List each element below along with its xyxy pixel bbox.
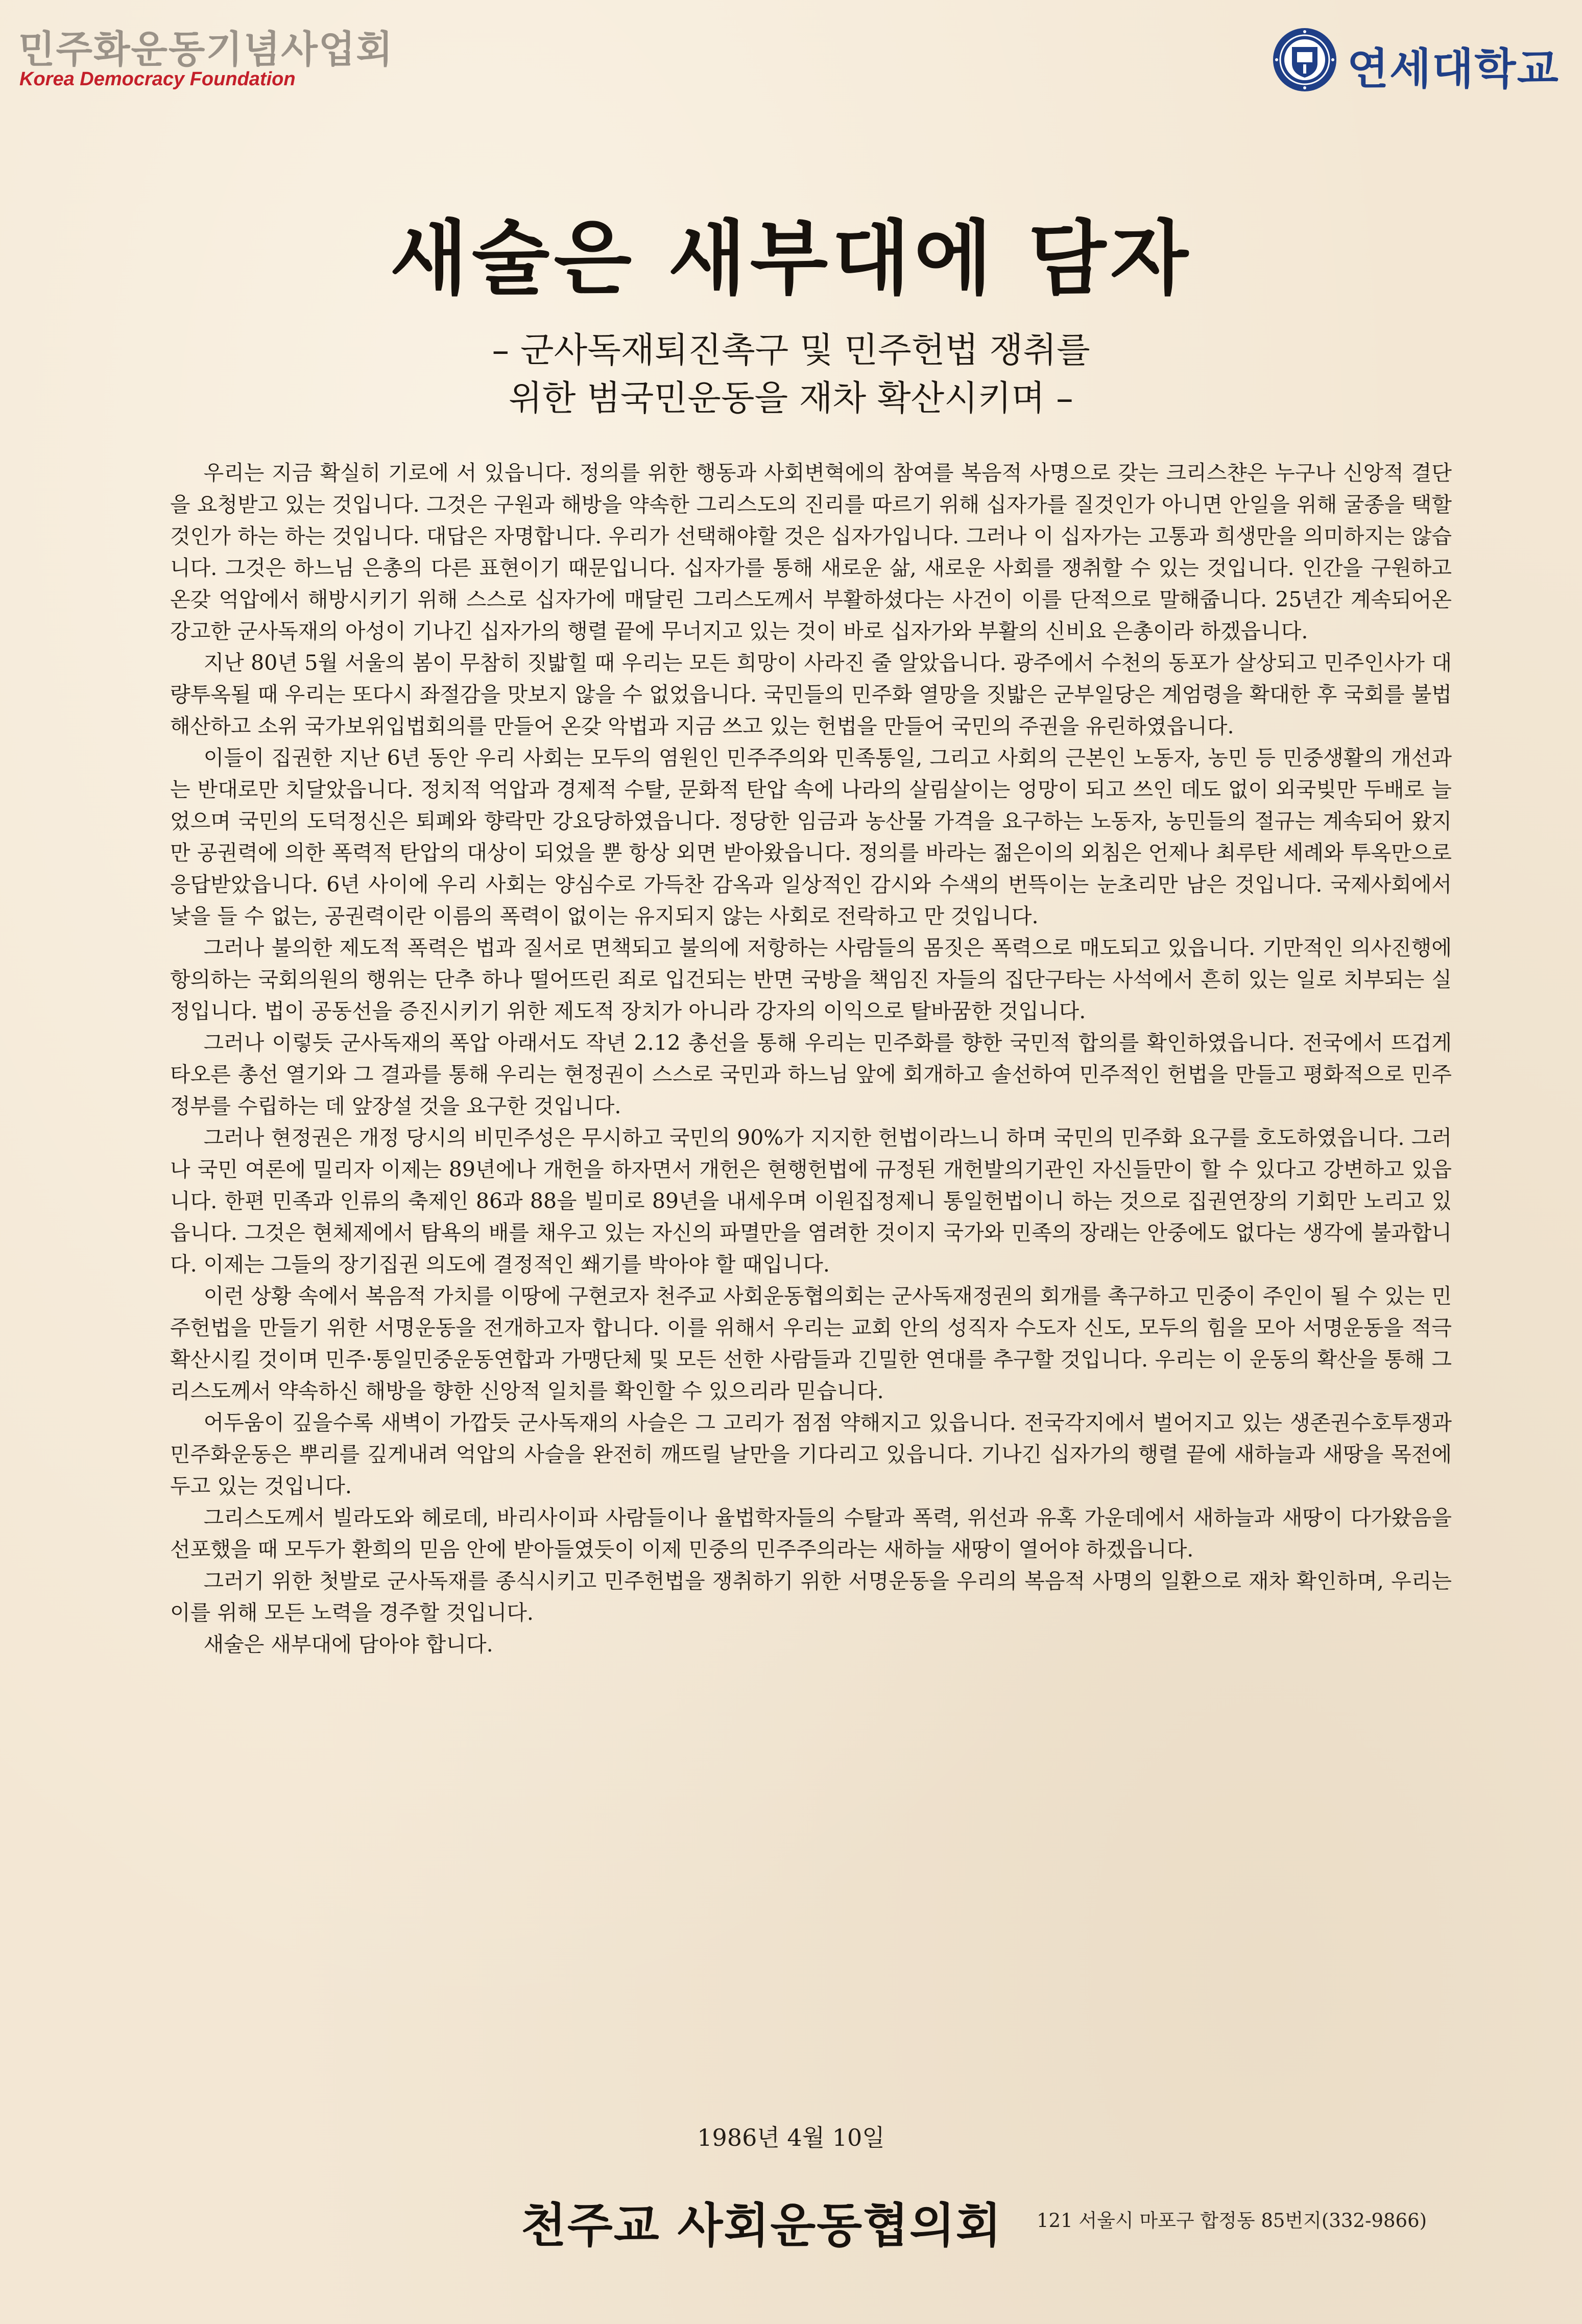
organization-address: 121 서울시 마포구 합정동 85번지(332-9866) xyxy=(1037,2210,1427,2232)
body-paragraph: 이들이 집권한 지난 6년 동안 우리 사회는 모두의 염원인 민주주의와 민족통일, 그리고 사회의 근본인 노동자, 농민 등 민중생활의 개선과는 반대로만 치달았읍니다. 정치적 억압과 경제적 수탈, 문화적 탄압 속에 나라의 살림살이는 엉망이 되고 쓰인 데도 없이 외국빚만 두배로 늘었으며 국민의 도덕정신은 퇴폐와 향락만 강요당하였읍니다. 정당한 임금과 농산물 가격을 요구하는 노동자, 농민들의 절규는 계속되어 왔지만 공권력에 의한 폭력적 탄압의 대상이 되었을 뿐 항상 외면 받아왔읍니다. 정의를 바라는 젊은이의 외침은 언제나 최루탄 세례와 투옥만으로 응답받았읍니다. 6년 사이에 우리 사회는 양심수로 가득찬 감옥과 일상적인 감시와 수색의 번뜩이는 눈초리만 남은 것입니다. 국제사회에서 낯을 들 수 없는, 공권력이란 이름의 폭력이 없이는 유지되지 않는 사회로 전락하고 만 것입니다. xyxy=(170,746,1452,928)
subtitle-line-1: – 군사독재퇴진촉구 및 민주헌법 쟁취를 xyxy=(492,330,1090,371)
yonsei-name: 연세대학교 xyxy=(1347,44,1560,94)
body-paragraph: 어두움이 깊을수록 새벽이 가깝듯 군사독재의 사슬은 그 고리가 점점 약해지고 있읍니다. 전국각지에서 벌어지고 있는 생존권수호투쟁과 민주화운동은 뿌리를 깊게내려 억압의 사슬을 완전히 깨뜨릴 날만을 기다리고 있읍니다. 기나긴 십자가의 행렬 끝에 새하늘과 새땅을 목전에 두고 있는 것입니다. xyxy=(170,1410,1452,1498)
document-title: 새술은 새부대에 담자 xyxy=(390,212,1192,306)
body-paragraph: 그러기 위한 첫발로 군사독재를 종식시키고 민주헌법을 쟁취하기 위한 서명운동을 우리의 복음적 사명의 일환으로 재차 확인하며, 우리는 이를 위해 모든 노력을 경주할 것입니다. xyxy=(170,1569,1452,1625)
document-subtitle xyxy=(0,327,1582,423)
kdf-name-ko: 민주화운동기념사업회 xyxy=(18,28,394,71)
document-body xyxy=(170,457,1452,1660)
issuing-organization: 천주교 사회운동협의회 xyxy=(521,2198,1002,2253)
university-seal-icon xyxy=(1272,27,1338,93)
body-paragraph: 그러나 현정권은 개정 당시의 비민주성은 무시하고 국민의 90%가 지지한 헌법이라느니 하며 국민의 민주화 요구를 호도하였읍니다. 그러나 국민 여론에 밀리자 이제는 89년에나 개헌을 하자면서 개헌은 현행헌법에 규정된 개헌발의기관인 자신들만이 할 수 있다고 강변하고 있읍니다. 한편 민족과 인류의 축제인 86과 88을 빌미로 89년을 내세우며 이원집정제니 통일헌법이니 하는 것으로 집권연장의 기회만 노리고 있읍니다. 그것은 현체제에서 탐욕의 배를 채우고 있는 자신의 파멸만을 염려한 것이지 국가와 민족의 장래는 안중에도 없다는 생각에 불과합니다. 이제는 그들의 장기집권 의도에 결정적인 쐐기를 박아야 할 때입니다. xyxy=(170,1125,1452,1277)
body-paragraph: 그러나 불의한 제도적 폭력은 법과 질서로 면책되고 불의에 저항하는 사람들의 몸짓은 폭력으로 매도되고 있읍니다. 기만적인 의사진행에 항의하는 국회의원의 행위는 단추 하나 떨어뜨린 죄로 입건되는 반면 국방을 책임진 자들의 집단구타는 사석에서 흔히 있는 일로 치부되는 실정입니다. 법이 공동선을 증진시키기 위한 제도적 장치가 아니라 강자의 이익으로 탈바꿈한 것입니다. xyxy=(170,936,1452,1023)
subtitle-line-2: 위한 범국민운동을 재차 확산시키며 – xyxy=(509,378,1073,419)
body-paragraph: 새술은 새부대에 담아야 합니다. xyxy=(203,1632,493,1657)
body-paragraph: 그러나 이렇듯 군사독재의 폭압 아래서도 작년 2.12 총선을 통해 우리는 민주화를 향한 국민적 합의를 확인하였읍니다. 전국에서 뜨겁게 타오른 총선 열기와 그 결과를 통해 우리는 현정권이 스스로 국민과 하느님 앞에 회개하고 솔선하여 민주적인 헌법을 만들고 평화적으로 민주정부를 수립하는 데 앞장설 것을 요구한 것입니다. xyxy=(170,1031,1452,1118)
kdf-name-en: Korea Democracy Foundation xyxy=(19,68,296,90)
document-date: 1986년 4월 10일 xyxy=(697,2124,885,2151)
body-paragraph: 이런 상황 속에서 복음적 가치를 이땅에 구현코자 천주교 사회운동협의회는 군사독재정권의 회개를 촉구하고 민중이 주인이 될 수 있는 민주헌법을 만들기 위한 서명운동을 전개하고자 합니다. 이를 위해서 우리는 교회 안의 성직자 수도자 신도, 모두의 힘을 모아 서명운동을 적극 확산시킬 것이며 민주·통일민중운동연합과 가맹단체 및 모든 선한 사람들과 긴밀한 연대를 추구할 것입니다. 우리는 이 운동의 확산을 통해 그리스도께서 약속하신 해방을 향한 신앙적 일치를 확인할 수 있으리라 믿습니다. xyxy=(170,1284,1452,1403)
kdf-logo xyxy=(18,19,394,96)
yonsei-logo xyxy=(1272,26,1568,102)
body-paragraph: 지난 80년 5월 서울의 봄이 무참히 짓밟힐 때 우리는 모든 희망이 사라진 줄 알았읍니다. 광주에서 수천의 동포가 살상되고 민주인사가 대량투옥될 때 우리는 또다시 좌절감을 맛보지 않을 수 없었읍니다. 국민들의 민주화 열망을 짓밟은 군부일당은 계엄령을 확대한 후 국회를 불법 해산하고 소위 국가보위입법회의를 만들어 온갖 악법과 지금 쓰고 있는 헌법을 만들어 국민의 주권을 유린하였읍니다. xyxy=(170,651,1452,738)
body-paragraph: 우리는 지금 확실히 기로에 서 있읍니다. 정의를 위한 행동과 사회변혁에의 참여를 복음적 사명으로 갖는 크리스챤은 누구나 신앙적 결단을 요청받고 있는 것입니다. 그것은 구원과 해방을 약속한 그리스도의 진리를 따르기 위해 십자가를 질것인가 아니면 안일을 위해 굴종을 택할 것인가 하는 하는 것입니다. 대답은 자명합니다. 우리가 선택해야할 것은 십자가입니다. 그러나 이 십자가는 고통과 희생만을 의미하지는 않습니다. 그것은 하느님 은총의 다른 표현이기 때문입니다. 십자가를 통해 새로운 삶, 새로운 사회를 쟁취할 수 있는 것입니다. 인간을 구원하고 온갖 억압에서 해방시키기 위해 스스로 십자가에 매달린 그리스도께서 부활하셨다는 사건이 이를 단적으로 말해줍니다. 25년간 계속되어온 강고한 군사독재의 아성이 기나긴 십자가의 행렬 끝에 무너지고 있는 것이 바로 십자가와 부활의 신비요 은총이라 하겠읍니다. xyxy=(170,461,1452,643)
body-paragraph: 그리스도께서 빌라도와 헤로데, 바리사이파 사람들이나 율법학자들의 수탈과 폭력, 위선과 유혹 가운데에서 새하늘과 새땅이 다가왔음을 선포했을 때 모두가 환희의 믿음 안에 받아들였듯이 이제 민중의 민주주의라는 새하늘 새땅이 열어야 하겠읍니다. xyxy=(170,1505,1452,1562)
